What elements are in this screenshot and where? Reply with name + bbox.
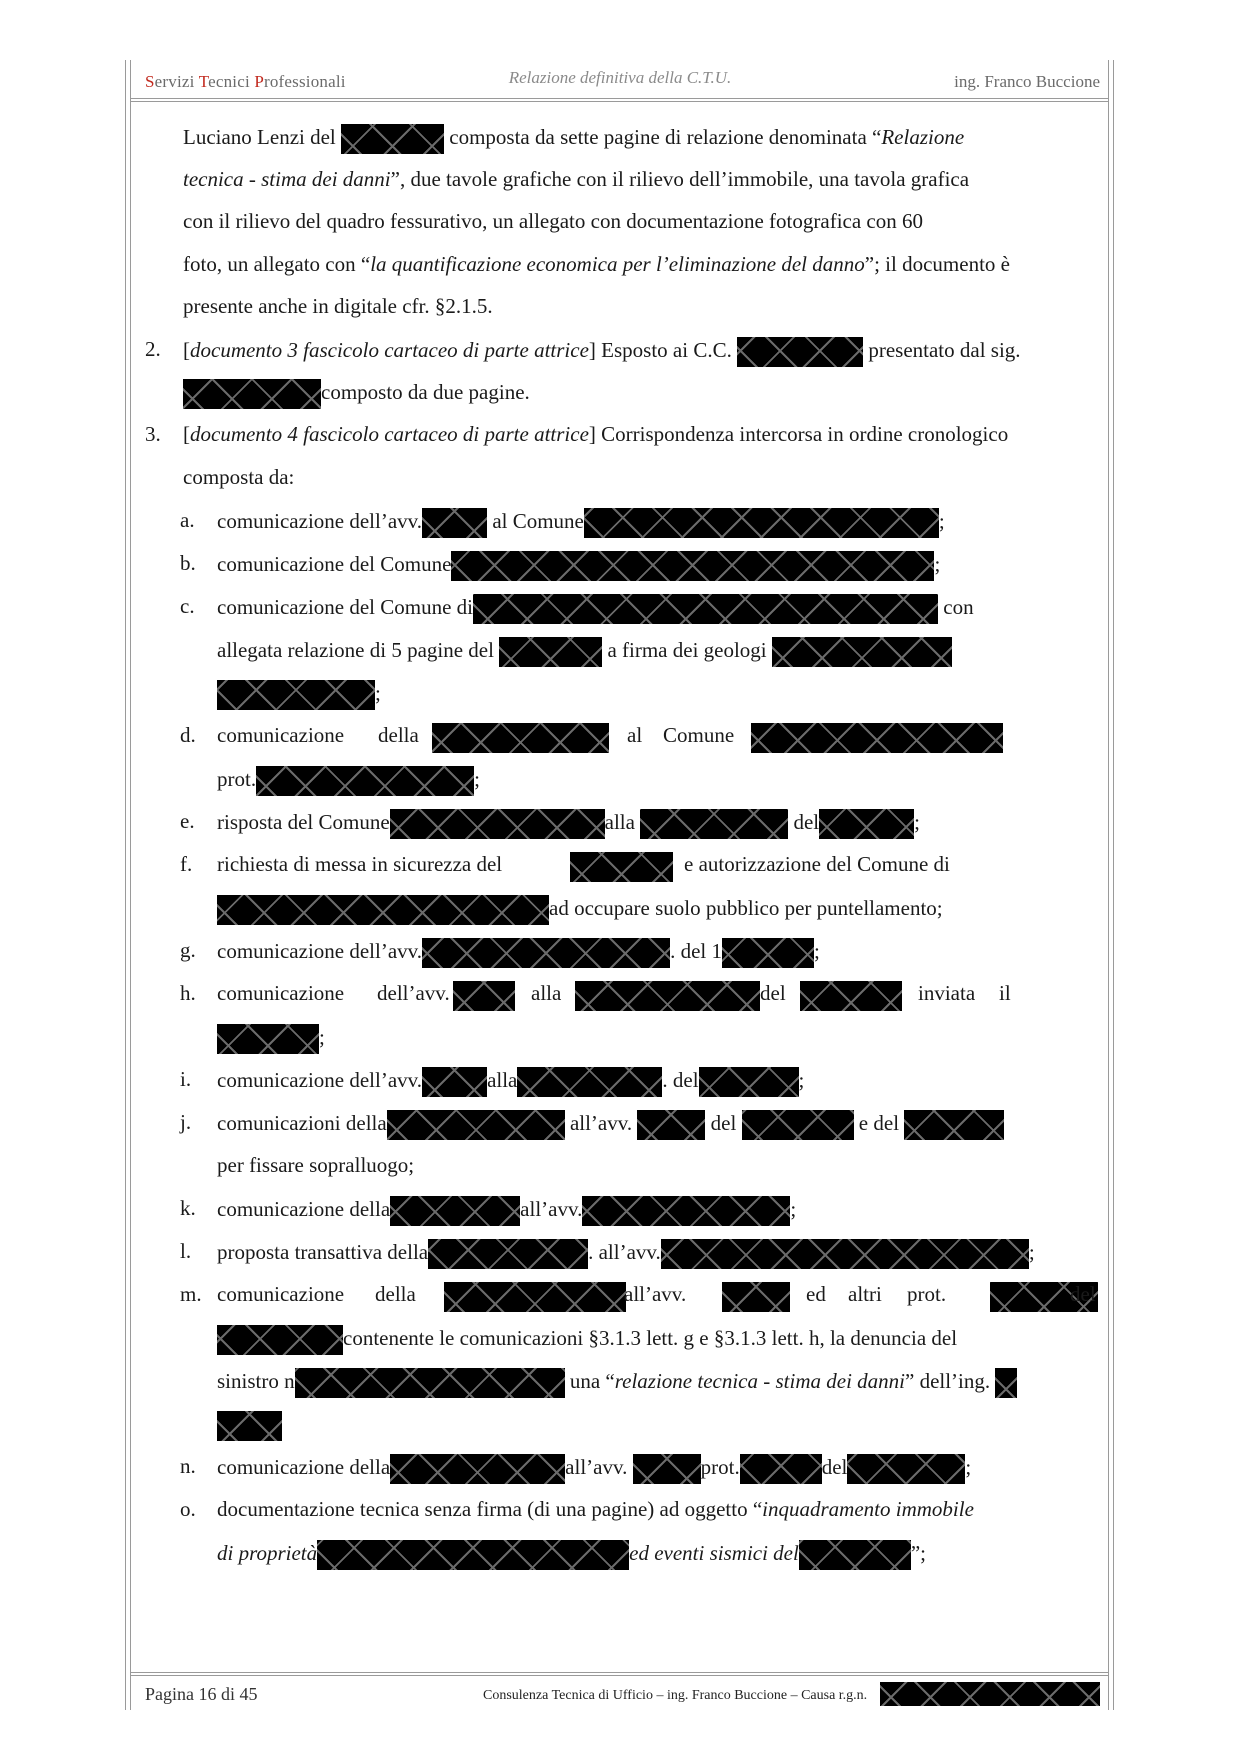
redaction <box>390 809 605 839</box>
redaction <box>847 1454 965 1484</box>
footer-rule <box>130 1672 1108 1673</box>
redaction <box>800 981 902 1011</box>
subitem-label: n. <box>180 1454 196 1478</box>
redaction <box>661 1239 1029 1269</box>
redaction <box>217 1325 343 1355</box>
subitem-label: l. <box>180 1239 192 1263</box>
subitem-i: comunicazione dell’avv. alla . del ; <box>217 1067 804 1097</box>
redaction <box>217 680 375 710</box>
subitem-label: o. <box>180 1497 196 1521</box>
subitem-label: h. <box>180 981 196 1005</box>
redaction <box>317 1540 629 1570</box>
subitem-label: a. <box>180 508 195 532</box>
redaction <box>722 1282 790 1312</box>
subitem-g: comunicazione dell’avv. . del 1 ; <box>217 938 820 968</box>
subitem-m-line4 <box>217 1411 282 1441</box>
subitem-d-line1: comunicazione della al Comune <box>217 723 1100 753</box>
subitem-label: m. <box>180 1282 202 1306</box>
footer-rule-2 <box>130 1675 1108 1676</box>
redaction <box>217 895 549 925</box>
redaction <box>640 809 788 839</box>
subitem-a: comunicazione dell’avv. al Comune ; <box>217 508 945 538</box>
subitem-j-line2: per fissare sopralluogo; <box>217 1153 415 1177</box>
header-doc-title: Relazione definitiva della C.T.U. <box>508 68 732 87</box>
redaction <box>517 1067 662 1097</box>
subitem-j-line1: comunicazioni della all’avv. del e del <box>217 1110 1004 1140</box>
redaction <box>904 1110 1004 1140</box>
frame-right-inner <box>1108 60 1109 1710</box>
footer-reference: Consulenza Tecnica di Ufficio – ing. Franco Buccione – Causa r.g.n. <box>483 1688 868 1703</box>
page-header <box>140 66 1100 96</box>
subitem-m-line3: sinistro n una “relazione tecnica - stima dei danni” dell’ing. <box>217 1368 1017 1398</box>
redaction <box>390 1196 520 1226</box>
subitem-d-line2: prot. ; <box>217 766 480 796</box>
subitem-c-line2: allegata relazione di 5 pagine del a firma dei geologi <box>217 637 952 667</box>
subitem-k: comunicazione della all’avv. ; <box>217 1196 796 1226</box>
frame-left-inner <box>130 60 131 1710</box>
redaction <box>432 723 609 753</box>
redaction <box>473 594 938 624</box>
subitem-label: c. <box>180 594 195 618</box>
item3-line1: [documento 4 fascicolo cartaceo di parte attrice] Corrispondenza intercorsa in ordine cronologico <box>183 422 1009 446</box>
frame-right-outer <box>1113 60 1114 1710</box>
subitem-label: e. <box>180 809 195 833</box>
p1-line4: foto, un allegato con “la quantificazione economica per l’eliminazione del danno”; il documento è <box>183 252 1010 276</box>
redaction <box>295 1368 565 1398</box>
redaction <box>422 508 487 538</box>
subitem-b: comunicazione del Comune ; <box>217 551 940 581</box>
redaction <box>575 981 760 1011</box>
redaction <box>740 1454 822 1484</box>
subitem-f-line1: richiesta di messa in sicurezza del e autorizzazione del Comune di <box>217 852 1100 882</box>
subitem-label: i. <box>180 1067 192 1091</box>
header-rule-2 <box>130 101 1108 102</box>
subitem-l: proposta transattiva della . all’avv. ; <box>217 1239 1035 1269</box>
p1-line1: Luciano Lenzi del composta da sette pagine di relazione denominata “Relazione <box>183 124 1100 154</box>
subitem-c-line3: ; <box>217 680 381 710</box>
redaction <box>880 1682 1100 1706</box>
redaction <box>256 766 474 796</box>
subitem-c-line1: comunicazione del Comune di con <box>217 594 974 624</box>
header-author: ing. Franco Buccione <box>954 72 1100 91</box>
subitem-e: risposta del Comune alla del ; <box>217 809 920 839</box>
redaction <box>499 637 602 667</box>
subitem-n: comunicazione della all’avv. prot. del ; <box>217 1454 971 1484</box>
header-rule <box>130 98 1108 99</box>
redaction <box>995 1368 1017 1398</box>
redaction <box>633 1454 701 1484</box>
page-number: Pagina 16 di 45 <box>145 1684 258 1704</box>
redaction <box>341 124 444 154</box>
item2-line2: composto da due pagine. <box>183 379 530 409</box>
item2-line1: [documento 3 fascicolo cartaceo di parte attrice] Esposto ai C.C. presentato dal sig. <box>183 337 1021 367</box>
subitem-f-line2: ad occupare suolo pubblico per puntellamento; <box>217 895 943 925</box>
redaction <box>183 379 321 409</box>
redaction <box>444 1282 626 1312</box>
redaction <box>453 981 515 1011</box>
subitem-label: d. <box>180 723 196 747</box>
subitem-h-line1: comunicazione dell’avv. alla del inviata il <box>217 981 1100 1011</box>
redaction <box>742 1110 854 1140</box>
redaction <box>584 508 939 538</box>
redaction <box>772 637 952 667</box>
redaction <box>751 723 1003 753</box>
p1-line3: con il rilievo del quadro fessurativo, un allegato con documentazione fotografica con 60 <box>183 209 923 233</box>
subitem-m-line1: comunicazione della all’avv. ed altri prot. del <box>217 1282 1100 1312</box>
redaction <box>451 551 934 581</box>
page-footer <box>140 1680 1100 1708</box>
frame-left-outer <box>125 60 126 1710</box>
subitem-label: g. <box>180 938 196 962</box>
redaction <box>217 1024 319 1054</box>
subitem-label: f. <box>180 852 193 876</box>
redaction <box>422 1067 487 1097</box>
item-number: 3. <box>145 422 161 446</box>
redaction <box>570 852 673 882</box>
p1-line5: presente anche in digitale cfr. §2.1.5. <box>183 294 493 318</box>
subitem-label: b. <box>180 551 196 575</box>
item3-line2: composta da: <box>183 465 295 489</box>
p1-line2: tecnica - stima dei danni”, due tavole grafiche con il rilievo dell’immobile, una tavola grafica <box>183 167 970 191</box>
redaction <box>428 1239 588 1269</box>
subitem-m-line2: contenente le comunicazioni §3.1.3 lett. g e §3.1.3 lett. h, la denuncia del <box>217 1325 957 1355</box>
redaction <box>722 938 814 968</box>
redaction <box>637 1110 705 1140</box>
subitem-h-line2: ; <box>217 1024 325 1054</box>
item-number: 2. <box>145 337 161 361</box>
redaction <box>582 1196 790 1226</box>
redaction <box>819 809 914 839</box>
header-company: Servizi Tecnici Professionali <box>145 72 346 91</box>
redaction <box>217 1411 282 1441</box>
redaction <box>799 1540 911 1570</box>
subitem-o-line1: documentazione tecnica senza firma (di una pagine) ad oggetto “inquadramento immobile <box>217 1497 974 1521</box>
subitem-o-line2: di proprietà ed eventi sismici del ”; <box>217 1540 926 1570</box>
subitem-label: j. <box>180 1110 192 1134</box>
redaction <box>387 1110 565 1140</box>
redaction <box>390 1454 565 1484</box>
redaction <box>737 337 863 367</box>
redaction <box>699 1067 799 1097</box>
redaction <box>422 938 670 968</box>
subitem-label: k. <box>180 1196 196 1220</box>
